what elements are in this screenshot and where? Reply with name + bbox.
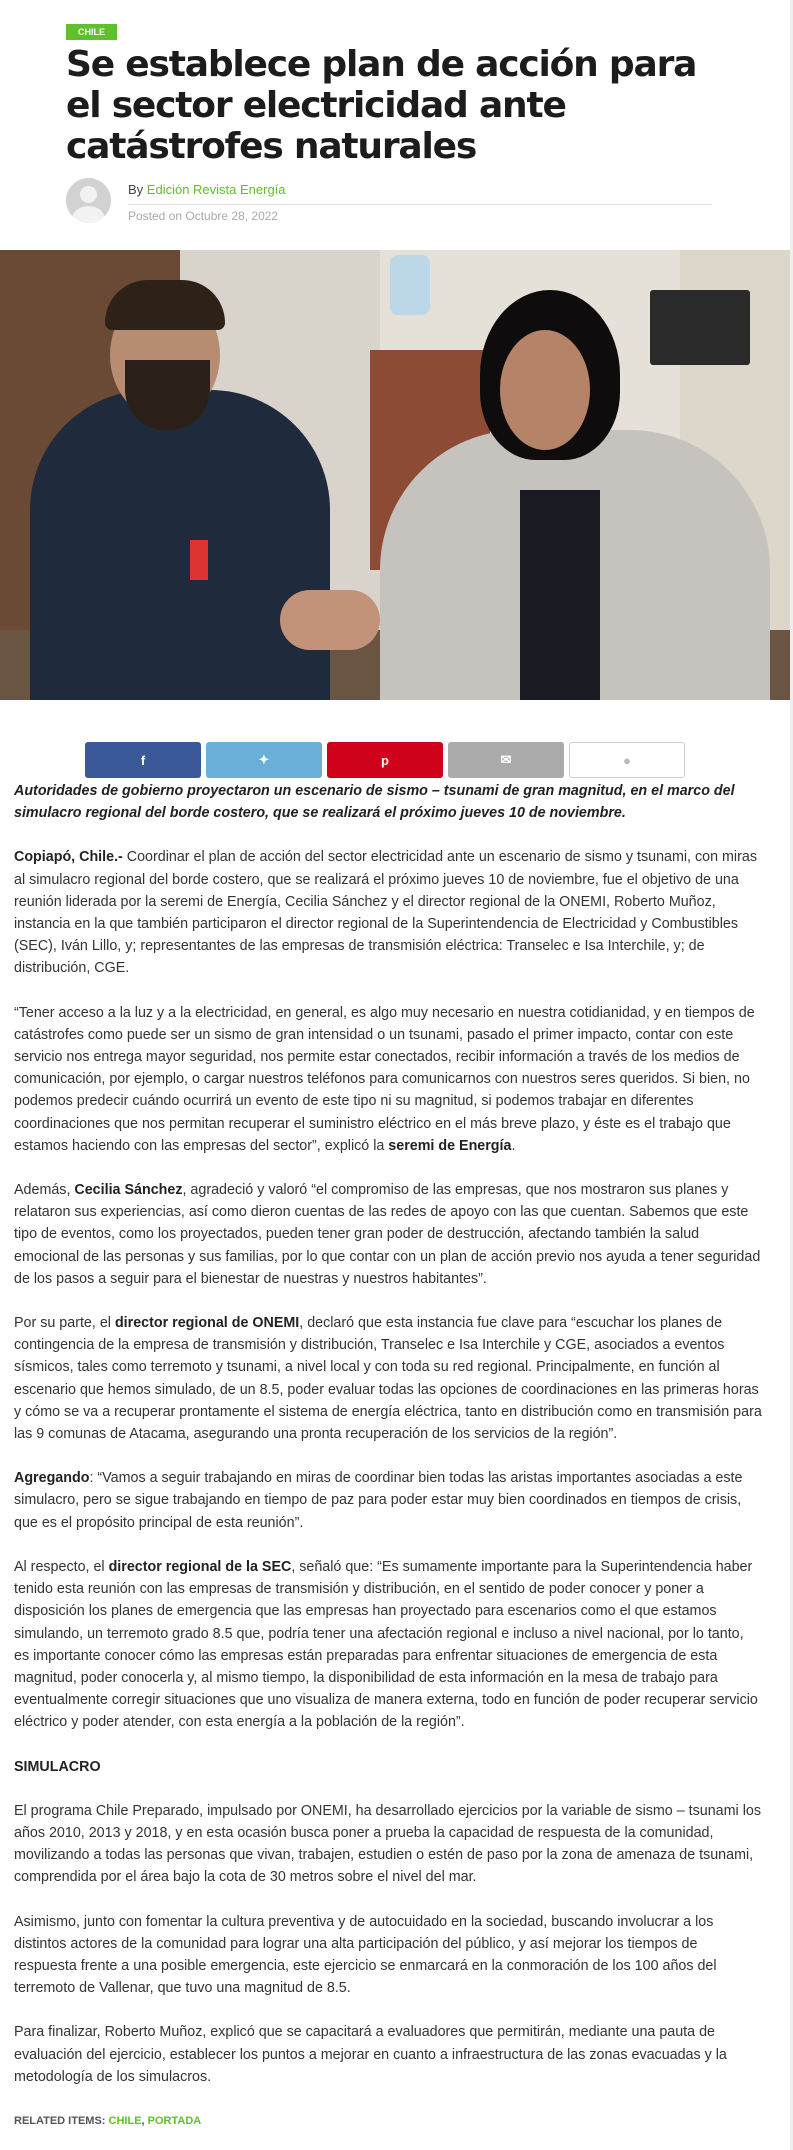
facebook-share-button[interactable]	[85, 742, 201, 778]
paragraph: Por su parte, el director regional de ONEMI, declaró que esta instancia fue clave para “escuchar los planes de contingencia de la empresa de transmisión y distribución, Transelec e Isa Interchile y CGE, asociados a eventos sísmicos, tales como terremoto y tsunami, a nivel local y con toda su red regional. Principalmente, en función al escenario que hemos simulado, de un 8.5, poder evaluar todas las opciones de coordinaciones en las primeras horas y cómo se va a recuperar prontamente el sistema de energía eléctrica, tanto en distribución como en transmisión para las 9 comunas de Atacama, asegurando una pronta recuperación de los servicios de la región”.	[14, 1315, 762, 1443]
author-avatar	[66, 178, 111, 223]
post-date: Posted on Octubre 28, 2022	[128, 209, 279, 223]
article-body	[14, 780, 762, 2132]
byline	[128, 182, 286, 197]
comment-button[interactable]	[569, 742, 685, 778]
pinterest-share-button[interactable]	[327, 742, 443, 778]
related-label: RELATED ITEMS:	[14, 2114, 106, 2127]
article-title: Se establece plan de acción para el sector electricidad ante catástrofes naturales	[66, 44, 697, 167]
pinterest-icon: p	[381, 752, 389, 768]
paragraph: Agregando: “Vamos a seguir trabajando en miras de coordinar bien todas las aristas importantes asociadas a este simulacro, pero se sigue trabajando en tiempo de paz para poder estar muy bien coordinados en tiempos de crisis, que es el propósito principal de esta reunión”.	[14, 1470, 743, 1531]
email-icon: ✉	[500, 752, 512, 767]
article-photo	[0, 250, 790, 700]
twitter-share-button[interactable]	[206, 742, 322, 778]
tag-portada[interactable]: PORTADA	[147, 2114, 202, 2127]
paragraph: Copiapó, Chile.- Coordinar el plan de acción del sector electricidad ante un escenario de sismo y tsunami, con miras al simulacro regional del borde costero, que se realizará el próximo jueves 10 de noviembre, fue el objetivo de una reunión liderada por la seremi de Energía, Cecilia Sánchez y el director regional de la ONEMI, Roberto Muñoz, instancia en la que también participaron el director regional de la Superintendencia de Electricidad y Combustibles (SEC), Iván Lillo, y; representantes de las empresas de transmisión eléctrica: Transelec e Isa Interchile, y; de distribución, CGE.	[14, 849, 757, 977]
paragraph: El programa Chile Preparado, impulsado por ONEMI, ha desarrollado ejercicios por la variable de sismo – tsunami los años 2010, 2013 y 2018, y en esta ocasión busca poner a prueba la capacidad de respuesta de la comunidad, movilizando a todas las personas que vivan, trabajen, estudien o estén de paso por la zona de amenaza de tsunami, comprendida por el área bajo la cota de 30 metros sobre el nivel del mar.	[14, 1802, 761, 1886]
category-badge[interactable]: CHILE	[66, 24, 117, 40]
tag-chile[interactable]: CHILE	[108, 2114, 142, 2127]
paragraph: Al respecto, el director regional de la SEC, señaló que: “Es sumamente importante para la Superintendencia haber tenido esta reunión con las empresas de transmisión y distribución, en el sentido de poder conocer y poner a disposición los planes de emergencia que las empresas han proyectado para escenarios como el que estamos simulando, un terremoto grado 8.5 que, podría tener una afectación regional e incluso a nivel nacional, por lo tanto, es importante conocer cómo las empresas están preparadas para enfrentar situaciones de emergencia de esta magnitud, poder conocerla y, al mismo tiempo, la disponibilidad de esta información en la mesa de trabajo para eventualmente corregir situaciones que uno visualiza de manera externa, todo en función de poder recuperar servicio eléctrico y poder atender, con esta energía a la población de la región”.	[14, 1558, 758, 1731]
paragraph: “Tener acceso a la luz y a la electricidad, en general, es algo muy necesario en nuestra cotidianidad, y en tiempos de catástrofes como puede ser un sismo de gran intensidad o un tsunami, pasado el primer impacto, contar con este servicio nos entrega mayor seguridad, nos permite estar conectados, recibir información a través de los medios de comunicación, por ejemplo, o cargar nuestros teléfonos para comunicarnos con nuestros seres queridos. Si bien, no podemos predecir cuándo ocurrirá un evento de este tipo ni su magnitud, si podemos trabajar en diferentes coordinaciones que nos permitan recuperar el suministro eléctrico en el más breve plazo, y éste es el trabajo que estamos haciendo con las empresas del sector”, explicó la seremi de Energía.	[14, 1004, 755, 1154]
byline-prefix: By	[128, 182, 144, 197]
email-share-button[interactable]	[448, 742, 564, 778]
paragraph: Además, Cecilia Sánchez, agradeció y valoró “el compromiso de las empresas, que nos mostraron sus planes y relataron sus experiencias, así como dieron cuentas de las redes de apoyo con las que cuentan. Sabemos que este tipo de eventos, como los proyectados, pueden tener gran poder de destrucción, afectando también la salud emocional de las personas y sus familias, por lo que contar con un plan de acción previo nos ayuda a tener seguridad de los pasos a seguir para el bienestar de nuestras y nuestros habitantes”.	[14, 1182, 761, 1287]
related-items: RELATED ITEMS: CHILE, PORTADA	[14, 2114, 202, 2127]
paragraph: Para finalizar, Roberto Muñoz, explicó que se capacitará a evaluadores que permitirán, mediante una pauta de evaluación del ejercicio, establecer los puntos a mejorar en cuanto a infraestructura de las zonas evacuadas y la metodología de los simulacros.	[14, 2024, 727, 2085]
divider	[128, 204, 712, 205]
facebook-icon: f	[140, 752, 146, 768]
twitter-icon: ✦	[258, 752, 270, 767]
author-link[interactable]: Edición Revista Energía	[146, 182, 286, 197]
share-bar	[85, 742, 685, 778]
comment-icon: ●	[623, 752, 631, 768]
article-lead: Autoridades de gobierno proyectaron un escenario de sismo – tsunami de gran magnitud, en el marco del simulacro regional del borde costero, que se realizará el próximo jueves 10 de noviembre.	[14, 783, 735, 822]
section-heading: SIMULACRO	[14, 1758, 101, 1775]
paragraph: Asimismo, junto con fomentar la cultura preventiva y de autocuidado en la sociedad, buscando involucrar a los distintos actores de la comunidad para lograr una alta participación del público, y así mejorar los tiempos de respuesta frente a una posible emergencia, este ejercicio se enmarcará en la conmoración de los 100 años del terremoto de Vallenar, que tuvo una magnitud de 8.5.	[14, 1913, 717, 1997]
